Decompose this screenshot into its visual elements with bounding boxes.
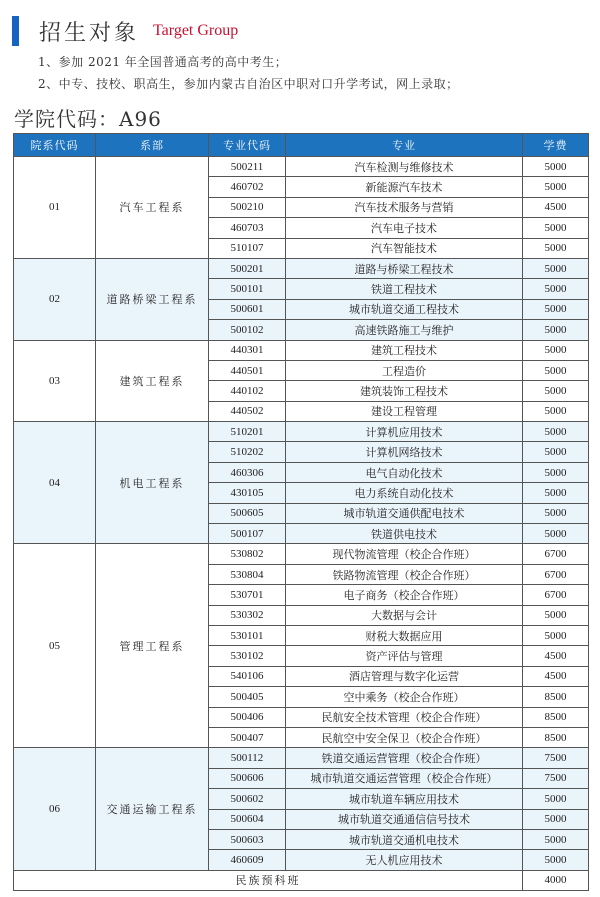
dept-code-cell: 03 [14,340,96,422]
major-name-cell: 现代物流管理（校企合作班） [286,544,523,564]
major-name-cell: 民航空中安全保卫（校企合作班） [286,727,523,747]
fee-cell: 4500 [523,197,589,217]
major-name-cell: 铁道交通运营管理（校企合作班） [286,748,523,768]
major-name-cell: 道路与桥梁工程技术 [286,258,523,278]
major-name-cell: 汽车检测与维修技术 [286,157,523,177]
major-name-cell: 汽车电子技术 [286,218,523,238]
dept-name-cell: 交通运输工程系 [96,748,209,870]
major-code-cell: 440502 [209,401,286,421]
major-code-cell: 500210 [209,197,286,217]
fee-cell: 5000 [523,422,589,442]
fee-cell: 5000 [523,483,589,503]
table-row [14,258,589,278]
fee-cell: 5000 [523,360,589,380]
major-code-cell: 510201 [209,422,286,442]
major-code-cell: 510202 [209,442,286,462]
major-name-cell: 财税大数据应用 [286,625,523,645]
table-row [14,748,589,768]
fee-cell: 5000 [523,381,589,401]
major-name-cell: 计算机应用技术 [286,422,523,442]
major-code-cell: 530302 [209,605,286,625]
major-code-cell: 500603 [209,829,286,849]
major-name-cell: 电力系统自动化技术 [286,483,523,503]
fee-cell: 5000 [523,503,589,523]
footer-fee: 4000 [523,870,589,890]
fee-cell: 5000 [523,258,589,278]
major-name-cell: 城市轨道交通机电技术 [286,829,523,849]
major-name-cell: 计算机网络技术 [286,442,523,462]
fee-cell: 7500 [523,748,589,768]
dept-code-cell: 05 [14,544,96,748]
major-code-cell: 500112 [209,748,286,768]
footer-row [14,870,589,890]
fee-cell: 5000 [523,238,589,258]
major-name-cell: 城市轨道交通运营管理（校企合作班） [286,768,523,788]
major-code-cell: 460306 [209,462,286,482]
note-line-2: 2、中专、技校、职高生，参加内蒙古自治区中职对口升学考试，网上录取； [38,77,459,91]
major-code-cell: 500407 [209,727,286,747]
major-name-cell: 建筑装饰工程技术 [286,381,523,401]
table-body [14,157,589,871]
fee-cell: 5000 [523,340,589,360]
header-fee: 学费 [523,134,589,157]
major-name-cell: 城市轨道交通供配电技术 [286,503,523,523]
fee-cell: 5000 [523,218,589,238]
fee-cell: 8500 [523,727,589,747]
fee-cell: 5000 [523,279,589,299]
header-major-name: 专业 [286,134,523,157]
major-name-cell: 无人机应用技术 [286,850,523,870]
dept-name-cell: 机电工程系 [96,422,209,544]
major-code-cell: 500601 [209,299,286,319]
fee-cell: 5000 [523,442,589,462]
fee-cell: 4500 [523,666,589,686]
fee-cell: 5000 [523,850,589,870]
major-name-cell: 建筑工程技术 [286,340,523,360]
table-row [14,340,589,360]
major-code-cell: 440501 [209,360,286,380]
header-dept-code: 院系代码 [14,134,96,157]
fee-cell: 4500 [523,646,589,666]
dept-code-cell: 04 [14,422,96,544]
table-header-row [14,134,589,157]
fee-cell: 5000 [523,299,589,319]
dept-name-cell: 管理工程系 [96,544,209,748]
major-name-cell: 电子商务（校企合作班） [286,585,523,605]
fee-cell: 5000 [523,524,589,544]
fee-cell: 8500 [523,687,589,707]
table-row [14,544,589,564]
fee-cell: 5000 [523,625,589,645]
major-name-cell: 电气自动化技术 [286,462,523,482]
note-line-1: 1、参加 2021 年全国普通高考的高中考生； [38,55,288,69]
major-code-cell: 530804 [209,564,286,584]
fee-cell: 6700 [523,585,589,605]
major-name-cell: 城市轨道交通通信信号技术 [286,809,523,829]
major-name-cell: 汽车技术服务与营销 [286,197,523,217]
major-code-cell: 530102 [209,646,286,666]
admission-table [13,133,589,891]
major-code-cell: 430105 [209,483,286,503]
dept-code-cell: 02 [14,258,96,340]
major-name-cell: 铁道供电技术 [286,524,523,544]
section-title-en: Target Group [153,22,239,39]
college-code: 学院代码：A96 [14,107,162,131]
fee-cell: 5000 [523,157,589,177]
major-code-cell: 500101 [209,279,286,299]
fee-cell: 6700 [523,544,589,564]
section-header [12,14,238,48]
dept-code-cell: 06 [14,748,96,870]
major-code-cell: 500604 [209,809,286,829]
dept-name-cell: 建筑工程系 [96,340,209,422]
major-name-cell: 城市轨道车辆应用技术 [286,789,523,809]
major-name-cell: 建设工程管理 [286,401,523,421]
fee-cell: 5000 [523,789,589,809]
major-code-cell: 500405 [209,687,286,707]
section-title-cn: 招生对象 [39,20,140,46]
major-code-cell: 540106 [209,666,286,686]
major-name-cell: 铁道工程技术 [286,279,523,299]
fee-cell: 5000 [523,809,589,829]
major-code-cell: 440301 [209,340,286,360]
table-row [14,157,589,177]
major-code-cell: 530101 [209,625,286,645]
fee-cell: 5000 [523,401,589,421]
major-code-cell: 500606 [209,768,286,788]
major-name-cell: 大数据与会计 [286,605,523,625]
major-code-cell: 500605 [209,503,286,523]
major-code-cell: 500107 [209,524,286,544]
major-code-cell: 460703 [209,218,286,238]
major-code-cell: 500211 [209,157,286,177]
fee-cell: 5000 [523,320,589,340]
dept-name-cell: 道路桥梁工程系 [96,258,209,340]
dept-code-cell: 01 [14,157,96,259]
major-code-cell: 440102 [209,381,286,401]
dept-name-cell: 汽车工程系 [96,157,209,259]
major-name-cell: 空中乘务（校企合作班） [286,687,523,707]
header-dept-name: 系部 [96,134,209,157]
fee-cell: 6700 [523,564,589,584]
major-name-cell: 资产评估与管理 [286,646,523,666]
major-code-cell: 460609 [209,850,286,870]
fee-cell: 5000 [523,605,589,625]
major-name-cell: 汽车智能技术 [286,238,523,258]
fee-cell: 5000 [523,462,589,482]
fee-cell: 8500 [523,707,589,727]
fee-cell: 5000 [523,177,589,197]
major-name-cell: 酒店管理与数字化运营 [286,666,523,686]
header-major-code: 专业代码 [209,134,286,157]
major-code-cell: 530701 [209,585,286,605]
header-accent-bar [12,16,19,46]
major-name-cell: 城市轨道交通工程技术 [286,299,523,319]
fee-cell: 5000 [523,829,589,849]
table-row [14,422,589,442]
major-name-cell: 民航安全技术管理（校企合作班） [286,707,523,727]
major-code-cell: 500201 [209,258,286,278]
major-name-cell: 新能源汽车技术 [286,177,523,197]
major-name-cell: 工程造价 [286,360,523,380]
major-code-cell: 500602 [209,789,286,809]
major-code-cell: 500406 [209,707,286,727]
major-code-cell: 500102 [209,320,286,340]
major-name-cell: 高速铁路施工与维护 [286,320,523,340]
fee-cell: 7500 [523,768,589,788]
major-name-cell: 铁路物流管理（校企合作班） [286,564,523,584]
major-code-cell: 530802 [209,544,286,564]
major-code-cell: 460702 [209,177,286,197]
major-code-cell: 510107 [209,238,286,258]
footer-label: 民族预科班 [14,870,523,890]
